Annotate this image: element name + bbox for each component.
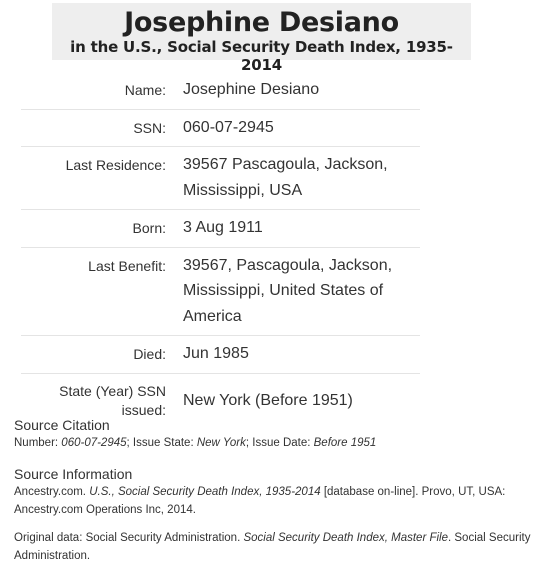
record-row-died	[21, 336, 420, 374]
publisher-prefix: Ancestry.com.	[14, 486, 90, 498]
field-label: Last Benefit:	[88, 257, 166, 274]
field-value: New York (Before 1951)	[183, 391, 353, 409]
record-row-name	[21, 72, 420, 109]
issue-state-label: ; Issue State:	[126, 437, 197, 449]
original-prefix: Original data: Social Security Administration.	[14, 532, 244, 544]
database-title: U.S., Social Security Death Index, 1935-2014	[89, 486, 321, 498]
original-suffix: . Social Security Administration.	[14, 532, 531, 562]
field-label: State (Year) SSN issued:	[59, 382, 166, 418]
record-row-ssn	[21, 109, 420, 147]
number-label: Number:	[14, 437, 62, 449]
field-value: 39567 Pascagoula, Jackson, Mississippi, USA	[183, 156, 388, 199]
publisher-suffix: [database on-line]. Provo, UT, USA: Ancestry.com Operations Inc, 2014.	[14, 486, 506, 516]
source-information	[14, 465, 549, 565]
record-row-last-residence	[21, 147, 420, 210]
field-value: Jun 1985	[183, 345, 249, 362]
record-header	[52, 3, 471, 74]
record-row-born	[21, 210, 420, 248]
field-label: Died:	[133, 346, 166, 362]
collection-subtitle: in the U.S., Social Security Death Index, 1935-2014	[70, 38, 453, 74]
publisher-text	[14, 483, 549, 519]
field-label: Last Residence:	[65, 157, 166, 173]
source-information-title: Source Information	[14, 466, 133, 482]
field-value: Josephine Desiano	[183, 81, 320, 98]
field-value: 3 Aug 1911	[183, 219, 263, 236]
record-table	[21, 72, 420, 426]
field-label: SSN:	[133, 119, 166, 136]
field-value: 060-07-2945	[183, 118, 274, 136]
record-row-last-benefit	[21, 247, 420, 336]
source-citation-text	[14, 434, 549, 452]
source-citation-title: Source Citation	[14, 417, 110, 433]
person-name-title: Josephine Desiano	[124, 7, 399, 38]
field-label: Born:	[132, 220, 166, 236]
original-title: Social Security Death Index, Master File	[243, 532, 448, 544]
original-data-text	[14, 529, 549, 565]
issue-state-value: New York	[196, 437, 246, 449]
issue-date-value: Before 1951	[313, 437, 377, 449]
source-citation	[14, 416, 549, 452]
issue-date-label: ; Issue Date:	[245, 437, 314, 449]
field-value: 39567, Pascagoula, Jackson, Mississippi, United States of America	[183, 256, 393, 325]
field-label: Name:	[124, 82, 166, 98]
number-value: 060-07-2945	[61, 437, 127, 449]
